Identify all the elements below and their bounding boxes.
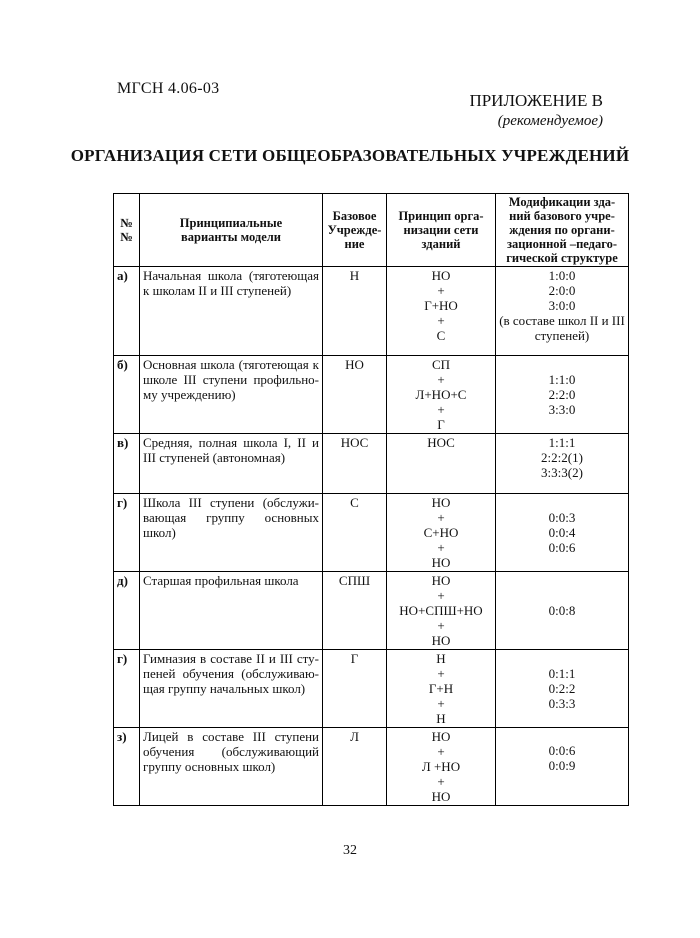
row-base-institution: НОС — [323, 434, 387, 494]
modification-line: 2:2:0 — [548, 387, 576, 402]
principle-line: + — [437, 588, 445, 603]
row-modifications — [496, 572, 629, 650]
principle-line: НО — [431, 789, 451, 804]
row-modifications — [496, 728, 629, 806]
principle-line: + — [437, 618, 445, 633]
row-number: в) — [114, 434, 140, 494]
row-modifications — [496, 267, 629, 356]
row-principle — [387, 267, 496, 356]
appendix-label: ПРИЛОЖЕНИЕ В — [469, 91, 603, 110]
row-principle — [387, 356, 496, 434]
principle-line: СП — [431, 357, 451, 372]
principle-line: + — [437, 283, 445, 298]
document-code: МГСН 4.06-03 — [117, 80, 220, 97]
modification-line: (в составе школ II и III ступеней) — [499, 313, 625, 343]
principle-line: Н — [436, 711, 446, 726]
principle-line: + — [437, 696, 445, 711]
page-number: 32 — [343, 843, 357, 858]
principle-line: + — [437, 510, 445, 525]
modification-line: 2:2:2(1) — [541, 450, 583, 465]
modification-line: 1:1:0 — [548, 372, 576, 387]
table-row — [114, 267, 629, 356]
row-base-institution: Л — [323, 728, 387, 806]
row-principle — [387, 728, 496, 806]
principle-line: НО — [431, 555, 451, 570]
row-modifications — [496, 494, 629, 572]
row-number: г) — [114, 494, 140, 572]
principle-line: НО — [431, 573, 451, 588]
principle-line: + — [437, 372, 445, 387]
row-principle — [387, 494, 496, 572]
row-principle — [387, 650, 496, 728]
modification-line: 0:0:3 — [548, 510, 576, 525]
modification-line: 1:0:0 — [548, 268, 576, 283]
modification-line: 2:0:0 — [548, 283, 576, 298]
row-modifications — [496, 650, 629, 728]
appendix-note: (рекомендуемое) — [497, 113, 603, 129]
header-base: Базовое Учрежде- ние — [323, 194, 387, 267]
row-variant: Средняя, полная школа I, II и III ступеней (автономная) — [140, 434, 323, 494]
row-base-institution: НО — [323, 356, 387, 434]
row-variant: Гимназия в составе II и III сту-пеней обучения (обслуживаю-щая группу начальных школ) — [140, 650, 323, 728]
row-base-institution: СПШ — [323, 572, 387, 650]
principle-line: НО — [431, 268, 451, 283]
table-row — [114, 650, 629, 728]
row-modifications — [496, 356, 629, 434]
header-principle: Принцип орга- низации сети зданий — [387, 194, 496, 267]
row-variant: Старшая профильная школа — [140, 572, 323, 650]
principle-line: С+НО — [423, 525, 459, 540]
principle-line: + — [437, 666, 445, 681]
page-title: ОРГАНИЗАЦИЯ СЕТИ ОБЩЕОБРАЗОВАТЕЛЬНЫХ УЧРЕЖДЕНИЙ — [70, 146, 630, 165]
table-row — [114, 728, 629, 806]
principle-line: Л +НО — [421, 759, 461, 774]
row-principle — [387, 572, 496, 650]
school-network-table — [113, 193, 629, 806]
principle-line: + — [437, 744, 445, 759]
table-header-row — [114, 194, 629, 267]
principle-line: НОС — [427, 435, 455, 450]
modification-line: 3:3:0 — [548, 402, 576, 417]
principle-line: + — [437, 540, 445, 555]
principle-line: + — [437, 402, 445, 417]
row-variant: Основная школа (тяготеющая к школе III ступени профильно-му учреждению) — [140, 356, 323, 434]
row-number: г) — [114, 650, 140, 728]
modification-line: 0:0:6 — [548, 540, 576, 555]
table-row — [114, 434, 629, 494]
modification-line: 1:1:1 — [548, 435, 576, 450]
row-number: б) — [114, 356, 140, 434]
principle-line: НО — [431, 729, 451, 744]
row-number: а) — [114, 267, 140, 356]
modification-line: 0:0:6 — [548, 743, 576, 758]
principle-line: НО — [431, 495, 451, 510]
row-variant: Начальная школа (тяготеющая к школам II и III ступеней) — [140, 267, 323, 356]
principle-line: + — [437, 774, 445, 789]
principle-line: Г+Н — [428, 681, 454, 696]
row-principle — [387, 434, 496, 494]
row-modifications — [496, 434, 629, 494]
principle-line: + — [437, 313, 445, 328]
header-number: № № — [114, 194, 140, 267]
table-row — [114, 494, 629, 572]
modification-line: 0:0:9 — [548, 758, 576, 773]
principle-line: НО+СПШ+НО — [399, 603, 483, 618]
modification-line: 3:3:3(2) — [541, 465, 583, 480]
modification-line: 0:0:4 — [548, 525, 576, 540]
modification-line: 0:2:2 — [548, 681, 576, 696]
table-row — [114, 356, 629, 434]
modification-line: 3:0:0 — [548, 298, 576, 313]
row-base-institution: Н — [323, 267, 387, 356]
row-variant: Лицей в составе III ступени обучения (обслуживающий группу основных школ) — [140, 728, 323, 806]
principle-line: Г+НО — [424, 298, 458, 313]
principle-line: НО — [431, 633, 451, 648]
principle-line: Н — [436, 651, 446, 666]
principle-line: С — [436, 328, 446, 343]
principle-line: Г — [437, 417, 445, 432]
row-base-institution: Г — [323, 650, 387, 728]
row-variant: Школа III ступени (обслужи-вающая группу основных школ) — [140, 494, 323, 572]
header-variants: Принципиальные варианты модели — [140, 194, 323, 267]
row-number: з) — [114, 728, 140, 806]
table-row — [114, 572, 629, 650]
header-modifications: Модификации зда- ний базового учре- ждения по органи- зационной –педаго- гической структуре — [496, 194, 629, 267]
modification-line: 0:3:3 — [548, 696, 576, 711]
modification-line: 0:0:8 — [548, 603, 576, 618]
row-base-institution: С — [323, 494, 387, 572]
row-number: д) — [114, 572, 140, 650]
modification-line: 0:1:1 — [548, 666, 576, 681]
principle-line: Л+НО+С — [415, 387, 467, 402]
